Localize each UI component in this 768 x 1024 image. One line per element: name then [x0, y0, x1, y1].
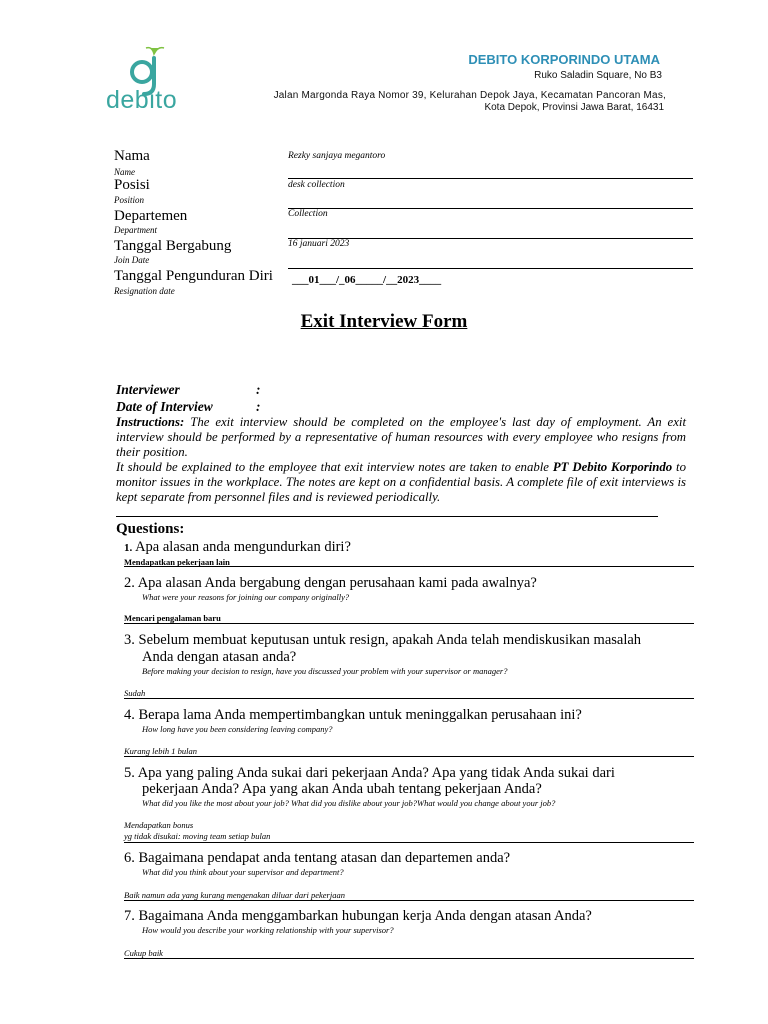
address-line-1: Ruko Saladin Square, No B3 — [534, 70, 662, 81]
answer-3[interactable]: Sudah — [124, 688, 146, 698]
answer-6-line — [124, 900, 694, 901]
questions-heading: Questions: — [116, 521, 185, 537]
question-6-english: What did you think about your supervisor and department? — [142, 867, 344, 877]
answer-7[interactable]: Cukup baik — [124, 948, 163, 958]
answer-2-line — [124, 623, 694, 624]
answer-3-line — [124, 698, 694, 699]
answer-4-line — [124, 756, 694, 757]
form-title: Exit Interview Form — [300, 311, 468, 332]
resignation-date-value[interactable]: ___01___/_06_____/__2023____ — [292, 274, 442, 286]
interviewer-label: Interviewer — [116, 382, 180, 397]
address-line-2: Jalan Margonda Raya Nomor 39, Kelurahan Depok Jaya, Kecamatan Pancoran Mas, — [273, 90, 666, 101]
question-4: 4. Berapa lama Anda mempertimbangkan untuk meninggalkan perusahaan ini? — [124, 707, 582, 723]
date-of-interview-colon: : — [256, 399, 261, 414]
address-line-3: Kota Depok, Provinsi Jawa Barat, 16431 — [484, 102, 664, 113]
name-sublabel: Name — [114, 167, 135, 177]
resignation-date-label: Tanggal Pengunduran Diri — [114, 268, 273, 284]
question-4-english: How long have you been considering leaving company? — [142, 724, 333, 734]
section-divider — [116, 516, 658, 517]
join-date-sublabel: Join Date — [114, 255, 150, 265]
department-label: Departemen — [114, 208, 188, 224]
answer-4[interactable]: Kurang lebih 1 bulan — [124, 746, 197, 756]
position-label: Posisi — [114, 177, 150, 193]
resignation-date-sublabel: Resignation date — [114, 286, 175, 296]
answer-1-line — [124, 566, 694, 567]
interviewer-colon: : — [256, 382, 261, 397]
instructions-text-2b: to monitor issues in the workplace. The notes are kept on a confidential basis. A complete file of exit interviews is kept separate from personnel files and is reviewed periodically. — [116, 460, 687, 504]
question-6: 6. Bagaimana pendapat anda tentang atasan dan departemen anda? — [124, 850, 511, 866]
question-1: 1. Apa alasan anda mengundurkan diri? — [124, 539, 351, 555]
answer-7-line — [124, 958, 694, 959]
join-date-line — [288, 268, 693, 269]
answer-5-line — [124, 842, 694, 843]
question-5: 5. Apa yang paling Anda sukai dari pekerjaan Anda? Apa yang tidak Anda sukai dari — [124, 765, 615, 781]
answer-5[interactable]: Mendapatkan bonus — [124, 820, 194, 830]
answer-1[interactable]: Mendapatkan pekerjaan lain — [124, 557, 230, 567]
question-3-english: Before making your decision to resign, have you discussed your problem with your supervisor or manager? — [142, 666, 508, 676]
join-date-value[interactable]: 16 januari 2023 — [288, 239, 350, 249]
position-line — [288, 208, 693, 209]
position-sublabel: Position — [114, 195, 145, 205]
logo-wordmark: debito — [106, 86, 178, 114]
instructions-text-2a: It should be explained to the employee that exit interview notes are taken to enable — [116, 460, 553, 474]
question-5-english: What did you like the most about your job? What did you dislike about your job?What would you change about your job? — [142, 798, 556, 808]
question-7: 7. Bagaimana Anda menggambarkan hubungan kerja Anda dengan atasan Anda? — [124, 908, 592, 924]
question-3: 3. Sebelum membuat keputusan untuk resign, apakah Anda telah mendiskusikan masalah — [124, 632, 642, 648]
question-3-line-2: Anda dengan atasan anda? — [142, 649, 297, 665]
instructions-company: PT Debito Korporindo — [552, 460, 673, 474]
answer-5-line-2[interactable]: yg tidak disukai: moving team setiap bulan — [124, 831, 271, 841]
answer-2[interactable]: Mencari pengalaman baru — [124, 613, 221, 623]
answer-6[interactable]: Baik namun ada yang kurang mengenakan diluar dari pekerjaan — [124, 890, 345, 900]
instructions-text-1: The exit interview should be completed on the employee's last day of employment. An exit interview should be performed by a representative of human resources with every employee who resigns from their position. — [116, 415, 686, 459]
question-2-english: What were your reasons for joining our company originally? — [142, 592, 350, 602]
instructions-label: Instructions: — [116, 415, 185, 429]
instructions — [116, 415, 686, 505]
name-value[interactable]: Rezky sanjaya megantoro — [288, 151, 386, 161]
company-name: DEBITO KORPORINDO UTAMA — [468, 52, 660, 67]
name-label: Nama — [114, 148, 150, 164]
department-value[interactable]: Collection — [288, 209, 328, 219]
department-sublabel: Department — [114, 225, 157, 235]
question-7-english: How would you describe your working relationship with your supervisor? — [142, 925, 394, 935]
date-of-interview-label: Date of Interview — [116, 399, 213, 414]
question-5-line-2: pekerjaan Anda? Apa yang akan Anda ubah tentang pekerjaan Anda? — [142, 781, 542, 797]
question-2: 2. Apa alasan Anda bergabung dengan perusahaan kami pada awalnya? — [124, 575, 537, 591]
position-value[interactable]: desk collection — [288, 180, 345, 190]
name-line — [288, 178, 693, 179]
join-date-label: Tanggal Bergabung — [114, 238, 232, 254]
